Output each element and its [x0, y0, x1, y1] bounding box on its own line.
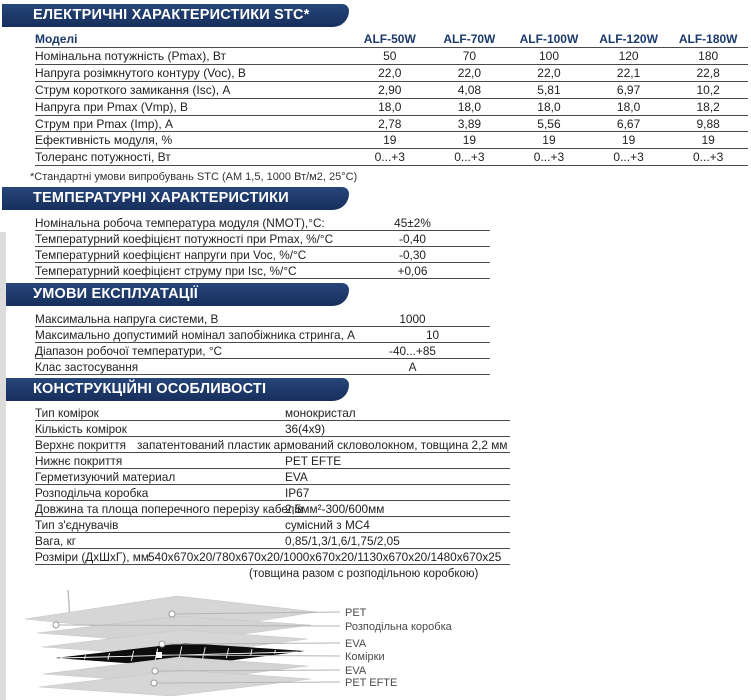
panel-layers-diagram: [15, 586, 495, 696]
row-value: 2,90: [378, 82, 402, 97]
row-value: 22,0: [457, 65, 482, 80]
table-row: [35, 327, 490, 343]
row-label: Нижнє покриття: [35, 453, 123, 468]
row-value: +0,06: [397, 263, 428, 278]
row-label: Температурний коефіцієнт потужності при Pmax, %/°С: [35, 231, 334, 246]
row-value: 540x670x20/780x670x20/1000x670x20/1130x670x20/1480x670x25: [148, 549, 502, 564]
table-row: [35, 533, 510, 549]
row-value: PET EFTE: [285, 453, 342, 468]
table-row: [35, 437, 510, 453]
row-value: 22,8: [696, 65, 720, 80]
table-row: [35, 82, 748, 99]
row-value: 36(4x9): [285, 421, 325, 436]
row-value: 0,85/1,3/1,6/1,75/2,05: [285, 533, 400, 548]
model-column-header: ALF-50W: [363, 31, 416, 46]
diagram-label-pet: PET: [345, 607, 367, 620]
row-value: 100: [538, 48, 559, 63]
row-label: Верхнє покриття: [35, 437, 127, 452]
row-value: 6,67: [616, 116, 641, 131]
row-value: -0,30: [399, 247, 426, 262]
row-value: 10,2: [696, 82, 720, 97]
diagram-label-cells: Комірки: [345, 651, 385, 664]
row-value: -40...+85: [389, 343, 436, 358]
section-title-electrical: ЕЛЕКТРИЧНІ ХАРАКТЕРИСТИКИ STC*: [2, 4, 349, 27]
row-value: 4,08: [457, 82, 482, 97]
row-label: Довжина та площа поперечного перерізу кабелів: [35, 501, 304, 516]
row-value: 0...+3: [692, 150, 724, 165]
table-row: [35, 99, 748, 116]
model-column-header: ALF-70W: [443, 31, 496, 46]
row-label: Температурний коефіцієнт напруги при Voc, %/°С: [35, 247, 307, 262]
row-value: 180: [698, 48, 719, 63]
row-value: 10: [425, 327, 440, 342]
row-label: Тип комірок: [35, 405, 99, 420]
row-label: Максимальна напруга системи, В: [35, 311, 219, 326]
row-label: Толеранс потужності, Вт: [35, 150, 171, 165]
row-value: 5,56: [537, 116, 561, 131]
row-value: 50: [383, 48, 397, 63]
row-value: EVA: [285, 469, 308, 484]
section-title-construction: КОНСТРУКЦІЙНІ ОСОБЛИВОСТІ: [2, 378, 349, 401]
diagram-label-pet-efte: PET EFTE: [345, 677, 398, 690]
row-value: 1000: [399, 311, 426, 326]
diagram-label-eva-top: EVA: [345, 638, 367, 651]
row-value: 2,78: [378, 116, 402, 131]
table-row: [35, 65, 748, 82]
table-row: [35, 517, 510, 533]
row-value: IP67: [285, 485, 310, 500]
table-row: [35, 116, 748, 133]
page-edge-shadow: [0, 232, 6, 700]
diagram-label-eva-bottom: EVA: [345, 665, 367, 678]
model-column-header: ALF-120W: [599, 31, 658, 46]
row-label: Номінальна потужність (Pmax), Вт: [35, 48, 226, 63]
row-label: Ефективність модуля, %: [35, 133, 173, 148]
row-value: 19: [462, 133, 477, 148]
leader-dot: [156, 652, 162, 658]
row-label: Діапазон робочої температури, °С: [35, 343, 223, 358]
electrical-header-row: [35, 30, 748, 48]
row-value: 18,0: [616, 99, 641, 114]
row-label: Вага, кг: [35, 533, 77, 548]
leader-dot: [151, 680, 157, 686]
row-value: 2,5мм²-300/600мм: [285, 501, 385, 516]
row-value: 22,0: [378, 65, 402, 80]
row-label: Температурний коефіцієнт струму при Isc, %/°С: [35, 263, 297, 278]
table-row: [35, 48, 748, 65]
table-row: [35, 149, 748, 166]
stc-footnote: *Стандартні умови випробувань STC (АМ 1,5, 1000 Вт/м2, 25°С): [30, 171, 358, 184]
row-value: 9,88: [696, 116, 720, 131]
model-column-header: ALF-180W: [678, 31, 738, 46]
operating-table: [35, 311, 490, 375]
row-value: 70: [462, 48, 477, 63]
table-row: [35, 453, 510, 469]
row-value: 19: [383, 133, 397, 148]
row-label: Напруга розімкнутого контуру (Voc), В: [35, 65, 246, 80]
row-value: -0,40: [399, 231, 426, 246]
row-value: сумісний з MC4: [285, 517, 370, 532]
row-label: Герметизуючий материал: [35, 469, 176, 484]
table-row: [35, 469, 510, 485]
table-row: [35, 359, 490, 375]
row-label: Максимально допустимий номінал запобіжника стринга, А: [35, 327, 356, 342]
row-value: запатентований пластик армований скловолокном, товщина 2,2 мм: [137, 437, 508, 452]
table-row: [35, 231, 490, 247]
row-value: 18,0: [537, 99, 561, 114]
row-label: Кількість комірок: [35, 421, 127, 436]
row-label: Струм при Pmax (Imp), А: [35, 116, 174, 131]
row-value: 19: [621, 133, 636, 148]
row-value: монокристал: [285, 405, 356, 420]
row-label: Розміри (ДхШхГ), мм: [35, 549, 149, 564]
row-value: 0...+3: [613, 150, 644, 165]
row-value: 0...+3: [454, 150, 485, 165]
table-row: [35, 343, 490, 359]
models-header-label: Моделі: [35, 31, 78, 46]
row-value: 18,0: [378, 99, 402, 114]
row-value: 22,0: [537, 65, 561, 80]
row-value: 18,2: [696, 99, 720, 114]
row-value: 18,0: [457, 99, 482, 114]
table-row: [35, 247, 490, 263]
table-row: [35, 549, 510, 565]
leader-dot: [152, 668, 158, 674]
row-value: А: [408, 359, 417, 374]
temperature-table: [35, 215, 490, 279]
row-value: 5,81: [537, 82, 561, 97]
row-value: 120: [618, 48, 639, 63]
diagram-label-junction-box: Розподільна коробка: [345, 621, 452, 634]
row-value: 45±2%: [394, 215, 431, 230]
leader-dot: [159, 641, 165, 647]
row-label: Номінальна робоча температура модуля (NMOT),°С:: [35, 215, 325, 230]
table-row: [35, 485, 510, 501]
model-column-header: ALF-100W: [519, 31, 579, 46]
table-row: [35, 132, 748, 149]
table-row: [35, 501, 510, 517]
table-row: [35, 405, 510, 421]
row-label: Розподільча коробка: [35, 485, 149, 500]
section-title-temperature: ТЕМПЕРАТУРНІ ХАРАКТЕРИСТИКИ: [2, 187, 349, 210]
thickness-note: (товщина разом с розподільною коробкою): [249, 568, 479, 581]
leader-dot: [53, 622, 59, 628]
row-value: 22,1: [616, 65, 641, 80]
row-value: 6,97: [616, 82, 641, 97]
electrical-table: [35, 30, 748, 166]
row-label: Тип з'єднувачів: [35, 517, 119, 532]
row-value: 19: [701, 133, 715, 148]
section-title-operating: УМОВИ ЕКСПЛУАТАЦІЇ: [2, 283, 349, 306]
leader-dot: [169, 611, 175, 617]
row-value: 0...+3: [374, 150, 405, 165]
row-value: 19: [542, 133, 556, 148]
table-row: [35, 421, 510, 437]
row-label: Струм короткого замикання (Isc), А: [35, 82, 231, 97]
table-row: [35, 263, 490, 279]
table-row: [35, 215, 490, 231]
table-row: [35, 311, 490, 327]
row-label: Напруга при Pmax (Vmp), В: [35, 99, 189, 114]
row-value: 0...+3: [533, 150, 565, 165]
row-label: Клас застосування: [35, 359, 139, 374]
row-value: 3,89: [457, 116, 482, 131]
construction-table: [35, 405, 510, 565]
